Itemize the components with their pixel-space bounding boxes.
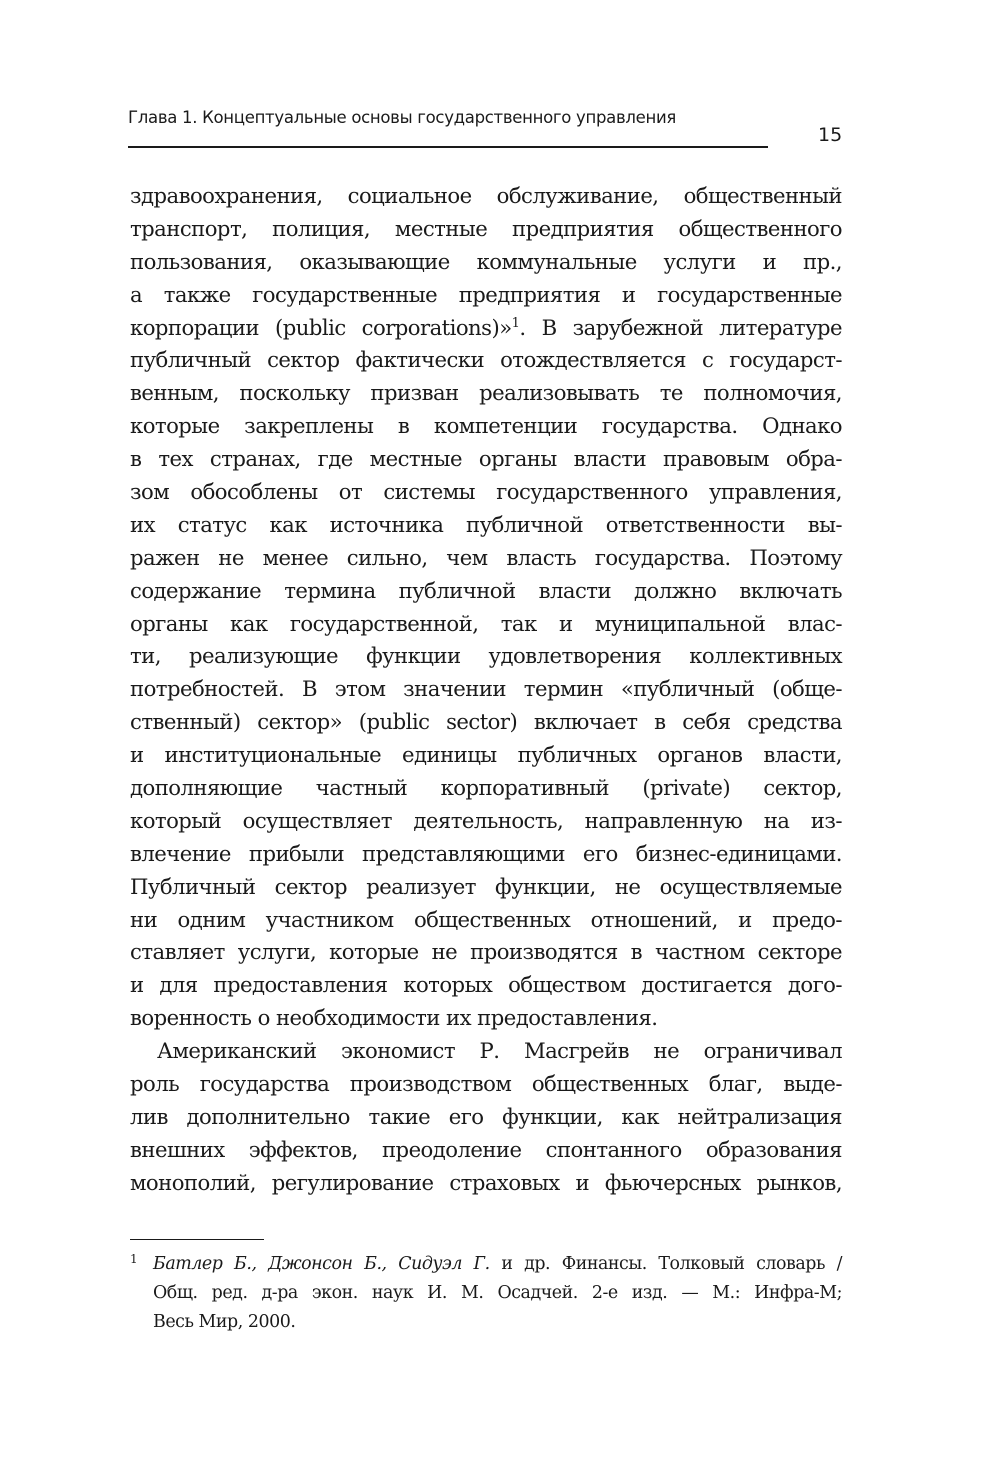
text-line	[130, 673, 842, 706]
text-line	[130, 1167, 842, 1200]
text-run: дополняющие частный корпоративный (private) сектор,	[130, 775, 842, 801]
text-run: их статус как источника публичной ответственности вы-	[130, 511, 842, 537]
text-run: органы как государственной, так и муниципальной влас-	[130, 610, 842, 636]
text-line	[130, 312, 842, 345]
text-run: содержание термина публичной власти должно включать	[130, 577, 842, 603]
footnote-text: и др. Финансы. Толковый словарь /	[489, 1254, 842, 1274]
text-run: . В зарубежной литературе	[519, 314, 842, 340]
text-line	[130, 575, 842, 608]
text-line	[130, 706, 842, 739]
text-run: зом обособлены от системы государственного управления,	[130, 479, 842, 505]
text-run: а также государственные предприятия и государственные	[130, 281, 842, 307]
text-run: ставляет услуги, которые не производятся в частном секторе	[130, 939, 842, 965]
text-run: лив дополнительно такие его функции, как нейтрализация	[130, 1103, 842, 1129]
text-line	[130, 279, 842, 312]
footnote-separator	[130, 1239, 264, 1240]
running-header	[128, 106, 768, 148]
text-line	[130, 213, 842, 246]
main-text	[130, 180, 842, 1200]
text-line	[130, 246, 842, 279]
footnote-line-1	[130, 1250, 842, 1279]
text-run: роль государства производством общественных благ, выде-	[130, 1071, 842, 1097]
text-run: корпорации (public corporations)»	[130, 314, 512, 340]
text-run: монополий, регулирование страховых и фьючерсных рынков,	[130, 1169, 842, 1195]
text-line	[130, 542, 842, 575]
text-run: и институциональные единицы публичных органов власти,	[130, 742, 842, 768]
text-run: внешних эффектов, преодоление спонтанного образования	[130, 1136, 842, 1162]
text-run: венным, поскольку призван реализовывать те полномочия,	[130, 380, 842, 406]
text-line	[130, 476, 842, 509]
text-line	[130, 608, 842, 641]
text-run: ти, реализующие функции удовлетворения коллективных	[130, 643, 842, 669]
text-line	[130, 838, 842, 871]
text-line	[130, 1035, 842, 1068]
text-run: воренность о необходимости их предоставления.	[130, 1005, 658, 1031]
text-line	[130, 410, 842, 443]
page-number: 15	[818, 124, 843, 146]
text-run: Американский экономист Р. Масгрейв не ограничивал	[157, 1038, 842, 1064]
text-run: публичный сектор фактически отождествляется с государст-	[130, 347, 842, 373]
running-title: Глава 1. Концептуальные основы государственного управления	[128, 108, 676, 127]
text-run: потребностей. В этом значении термин «публичный (обще-	[130, 676, 842, 702]
footnote-marker: 1	[130, 1252, 138, 1266]
text-run: ственный) сектор» (public sector) включает в себя средства	[130, 709, 842, 735]
text-line	[130, 443, 842, 476]
text-line	[130, 509, 842, 542]
text-line	[130, 805, 842, 838]
footnote-line-3: Весь Мир, 2000.	[153, 1312, 296, 1332]
text-run: ни одним участником общественных отношений, и предо-	[130, 906, 842, 932]
text-line	[130, 936, 842, 969]
text-line	[130, 377, 842, 410]
text-line	[130, 640, 842, 673]
footnote-authors: Батлер Б., Джонсон Б., Сидуэл Г.	[153, 1254, 490, 1274]
text-line	[130, 969, 842, 1002]
footnote-line-2: Общ. ред. д-ра экон. наук И. М. Осадчей. 2-е изд. — М.: Инфра-М;	[153, 1283, 842, 1303]
text-run: которые закреплены в компетенции государства. Однако	[130, 413, 842, 439]
text-run: транспорт, полиция, местные предприятия общественного	[130, 215, 842, 241]
text-run: ражен не менее сильно, чем власть государства. Поэтому	[130, 544, 842, 570]
text-line	[130, 344, 842, 377]
text-run: и для предоставления которых обществом достигается дого-	[130, 972, 842, 998]
text-line	[130, 1101, 842, 1134]
footnotes	[130, 1250, 842, 1337]
text-run: пользования, оказывающие коммунальные услуги и пр.,	[130, 248, 842, 274]
text-run: Публичный сектор реализует функции, не осуществляемые	[130, 873, 842, 899]
text-line	[130, 180, 842, 213]
text-line	[130, 1134, 842, 1167]
text-line	[130, 772, 842, 805]
text-run: который осуществляет деятельность, направленную на из-	[130, 807, 842, 833]
text-line	[130, 1068, 842, 1101]
text-run: влечение прибыли представляющими его бизнес-единицами.	[130, 840, 842, 866]
text-line	[130, 904, 842, 937]
text-run: в тех странах, где местные органы власти правовым обра-	[130, 446, 842, 472]
text-line	[130, 871, 842, 904]
text-line	[130, 1002, 842, 1035]
footnote-reference: 1	[511, 315, 520, 331]
text-line	[130, 739, 842, 772]
text-run: здравоохранения, социальное обслуживание, общественный	[130, 183, 842, 208]
